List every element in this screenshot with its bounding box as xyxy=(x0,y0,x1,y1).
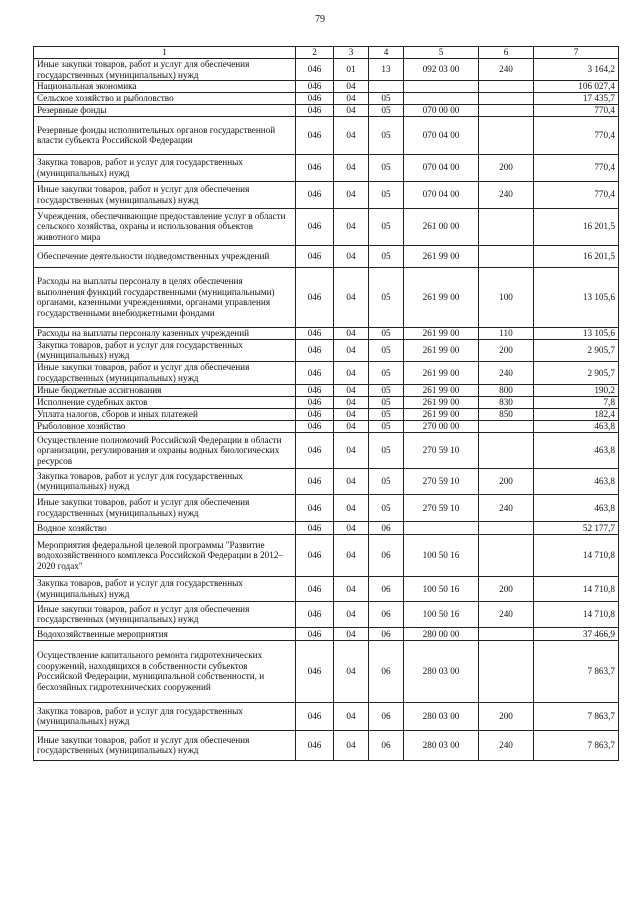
cell-rz: 04 xyxy=(334,396,369,408)
col-header-vr: 6 xyxy=(479,47,534,59)
cell-sum: 182,4 xyxy=(534,408,619,420)
cell-vr xyxy=(479,116,534,154)
cell-vr xyxy=(479,104,534,116)
cell-name: Национальная экономика xyxy=(34,81,296,93)
cell-rz: 04 xyxy=(334,730,369,760)
cell-pr: 05 xyxy=(369,468,404,494)
cell-rz: 04 xyxy=(334,181,369,208)
cell-name: Закупка товаров, работ и услуг для государственных (муниципальных) нужд xyxy=(34,339,296,361)
cell-name: Иные бюджетные ассигнования xyxy=(34,384,296,396)
cell-rz: 04 xyxy=(334,154,369,181)
cell-pr: 05 xyxy=(369,432,404,468)
cell-name: Мероприятия федеральной целевой программы "Развитие водохозяйственного комплекса Российской Федерации в 2012–2020 годах" xyxy=(34,534,296,576)
cell-rz: 04 xyxy=(334,384,369,396)
cell-pr: 06 xyxy=(369,521,404,534)
cell-csr: 280 03 00 xyxy=(404,730,479,760)
cell-csr: 092 03 00 xyxy=(404,59,479,81)
header-row xyxy=(34,47,619,59)
cell-vr: 240 xyxy=(479,181,534,208)
cell-name: Резервные фонды исполнительных органов государственной власти субъекта Российской Федерации xyxy=(34,116,296,154)
cell-name: Исполнение судебных актов xyxy=(34,396,296,408)
cell-vr xyxy=(479,627,534,640)
cell-name: Водное хозяйство xyxy=(34,521,296,534)
cell-sum: 13 105,6 xyxy=(534,267,619,327)
cell-csr: 280 03 00 xyxy=(404,702,479,730)
cell-name: Рыболовное хозяйство xyxy=(34,420,296,432)
cell-rz: 04 xyxy=(334,116,369,154)
cell-rz: 04 xyxy=(334,627,369,640)
cell-rz: 04 xyxy=(334,420,369,432)
cell-csr: 100 50 16 xyxy=(404,534,479,576)
cell-csr: 100 50 16 xyxy=(404,601,479,627)
cell-csr: 280 00 00 xyxy=(404,627,479,640)
cell-sum: 3 164,2 xyxy=(534,59,619,81)
cell-vr: 100 xyxy=(479,267,534,327)
cell-name: Иные закупки товаров, работ и услуг для обеспечения государственных (муниципальных) нужд xyxy=(34,361,296,384)
cell-rz: 04 xyxy=(334,104,369,116)
table-body xyxy=(34,59,619,761)
cell-rz: 04 xyxy=(334,267,369,327)
cell-ved: 046 xyxy=(296,702,334,730)
cell-vr: 240 xyxy=(479,494,534,521)
cell-ved: 046 xyxy=(296,601,334,627)
cell-name: Осуществление полномочий Российской Федерации в области организации, регулирования и охраны водных биологических ресурсов xyxy=(34,432,296,468)
cell-sum: 7 863,7 xyxy=(534,640,619,702)
cell-pr: 06 xyxy=(369,702,404,730)
table-row xyxy=(34,339,619,361)
cell-vr xyxy=(479,420,534,432)
cell-rz: 04 xyxy=(334,208,369,245)
cell-pr: 05 xyxy=(369,327,404,339)
cell-ved: 046 xyxy=(296,59,334,81)
cell-sum: 770,4 xyxy=(534,104,619,116)
table-row xyxy=(34,104,619,116)
cell-rz: 04 xyxy=(334,702,369,730)
cell-csr xyxy=(404,81,479,93)
table-row xyxy=(34,154,619,181)
budget-table xyxy=(33,46,619,761)
table-row xyxy=(34,521,619,534)
cell-csr: 261 99 00 xyxy=(404,245,479,267)
table-row xyxy=(34,702,619,730)
cell-sum: 463,8 xyxy=(534,420,619,432)
col-header-sum: 7 xyxy=(534,47,619,59)
cell-pr: 06 xyxy=(369,640,404,702)
cell-pr: 05 xyxy=(369,116,404,154)
cell-vr: 240 xyxy=(479,361,534,384)
cell-sum: 463,8 xyxy=(534,468,619,494)
cell-csr: 270 59 10 xyxy=(404,468,479,494)
cell-name: Иные закупки товаров, работ и услуг для обеспечения государственных (муниципальных) нужд xyxy=(34,601,296,627)
cell-vr xyxy=(479,208,534,245)
cell-csr: 070 04 00 xyxy=(404,154,479,181)
cell-sum: 7 863,7 xyxy=(534,702,619,730)
cell-sum: 52 177,7 xyxy=(534,521,619,534)
cell-rz: 04 xyxy=(334,339,369,361)
cell-csr: 270 59 10 xyxy=(404,432,479,468)
cell-pr: 13 xyxy=(369,59,404,81)
cell-ved: 046 xyxy=(296,408,334,420)
cell-vr xyxy=(479,521,534,534)
cell-sum: 7 863,7 xyxy=(534,730,619,760)
table-row xyxy=(34,267,619,327)
cell-vr: 240 xyxy=(479,730,534,760)
cell-vr: 200 xyxy=(479,468,534,494)
cell-ved: 046 xyxy=(296,640,334,702)
cell-sum: 14 710,8 xyxy=(534,601,619,627)
table-row xyxy=(34,420,619,432)
table-row xyxy=(34,384,619,396)
table-row xyxy=(34,640,619,702)
cell-sum: 463,8 xyxy=(534,494,619,521)
cell-vr xyxy=(479,93,534,105)
cell-csr: 261 99 00 xyxy=(404,408,479,420)
cell-sum: 14 710,8 xyxy=(534,534,619,576)
cell-ved: 046 xyxy=(296,576,334,601)
cell-ved: 046 xyxy=(296,208,334,245)
cell-name: Закупка товаров, работ и услуг для государственных (муниципальных) нужд xyxy=(34,154,296,181)
cell-ved: 046 xyxy=(296,154,334,181)
cell-csr: 261 99 00 xyxy=(404,267,479,327)
table-row xyxy=(34,601,619,627)
cell-ved: 046 xyxy=(296,327,334,339)
cell-rz: 04 xyxy=(334,432,369,468)
table-row xyxy=(34,576,619,601)
cell-pr: 05 xyxy=(369,408,404,420)
cell-ved: 046 xyxy=(296,730,334,760)
cell-vr: 830 xyxy=(479,396,534,408)
table-row xyxy=(34,59,619,81)
cell-sum: 2 905,7 xyxy=(534,339,619,361)
table-row xyxy=(34,494,619,521)
cell-vr: 850 xyxy=(479,408,534,420)
cell-csr: 261 99 00 xyxy=(404,384,479,396)
cell-pr xyxy=(369,81,404,93)
cell-pr: 05 xyxy=(369,154,404,181)
col-header-ved: 2 xyxy=(296,47,334,59)
cell-sum: 770,4 xyxy=(534,154,619,181)
cell-name: Иные закупки товаров, работ и услуг для обеспечения государственных (муниципальных) нужд xyxy=(34,181,296,208)
cell-sum: 770,4 xyxy=(534,116,619,154)
cell-rz: 04 xyxy=(334,93,369,105)
cell-pr: 05 xyxy=(369,93,404,105)
table-row xyxy=(34,181,619,208)
cell-pr: 06 xyxy=(369,601,404,627)
cell-name: Закупка товаров, работ и услуг для государственных (муниципальных) нужд xyxy=(34,702,296,730)
cell-vr: 240 xyxy=(479,59,534,81)
cell-pr: 05 xyxy=(369,420,404,432)
cell-csr: 261 99 00 xyxy=(404,339,479,361)
cell-name: Расходы на выплаты персоналу в целях обеспечения выполнения функций государственными (муниципальными) органами, казенными учреждениями, органами управления государственными внебюджетными фондами xyxy=(34,267,296,327)
cell-ved: 046 xyxy=(296,432,334,468)
table-row xyxy=(34,534,619,576)
cell-ved: 046 xyxy=(296,361,334,384)
cell-pr: 05 xyxy=(369,245,404,267)
cell-ved: 046 xyxy=(296,468,334,494)
cell-ved: 046 xyxy=(296,116,334,154)
table-row xyxy=(34,730,619,760)
cell-rz: 04 xyxy=(334,494,369,521)
cell-vr xyxy=(479,81,534,93)
cell-vr: 200 xyxy=(479,702,534,730)
cell-ved: 046 xyxy=(296,339,334,361)
cell-pr: 06 xyxy=(369,576,404,601)
cell-pr: 05 xyxy=(369,384,404,396)
cell-pr: 06 xyxy=(369,730,404,760)
cell-sum: 16 201,5 xyxy=(534,245,619,267)
cell-name: Сельское хозяйство и рыболовство xyxy=(34,93,296,105)
cell-sum: 463,8 xyxy=(534,432,619,468)
cell-name: Уплата налогов, сборов и иных платежей xyxy=(34,408,296,420)
cell-ved: 046 xyxy=(296,267,334,327)
cell-csr: 070 04 00 xyxy=(404,181,479,208)
cell-name: Обеспечение деятельности подведомственных учреждений xyxy=(34,245,296,267)
col-header-rz: 3 xyxy=(334,47,369,59)
cell-csr: 261 99 00 xyxy=(404,361,479,384)
cell-sum: 16 201,5 xyxy=(534,208,619,245)
cell-ved: 046 xyxy=(296,521,334,534)
cell-rz: 04 xyxy=(334,521,369,534)
cell-name: Водохозяйственные мероприятия xyxy=(34,627,296,640)
cell-csr: 270 00 00 xyxy=(404,420,479,432)
table-row xyxy=(34,468,619,494)
cell-vr: 110 xyxy=(479,327,534,339)
cell-rz: 04 xyxy=(334,361,369,384)
cell-ved: 046 xyxy=(296,627,334,640)
table-row xyxy=(34,208,619,245)
cell-vr xyxy=(479,245,534,267)
cell-ved: 046 xyxy=(296,181,334,208)
cell-sum: 14 710,8 xyxy=(534,576,619,601)
cell-vr: 240 xyxy=(479,601,534,627)
cell-ved: 046 xyxy=(296,104,334,116)
cell-rz: 01 xyxy=(334,59,369,81)
cell-sum: 770,4 xyxy=(534,181,619,208)
cell-vr: 200 xyxy=(479,154,534,181)
table-row xyxy=(34,93,619,105)
cell-name: Учреждения, обеспечивающие предоставление услуг в области сельского хозяйства, охраны и использования объектов животного мира xyxy=(34,208,296,245)
cell-sum: 106 027,4 xyxy=(534,81,619,93)
cell-pr: 05 xyxy=(369,396,404,408)
col-header-pr: 4 xyxy=(369,47,404,59)
cell-rz: 04 xyxy=(334,408,369,420)
cell-csr: 070 00 00 xyxy=(404,104,479,116)
col-header-csr: 5 xyxy=(404,47,479,59)
cell-name: Закупка товаров, работ и услуг для государственных (муниципальных) нужд xyxy=(34,468,296,494)
cell-rz: 04 xyxy=(334,81,369,93)
cell-pr: 06 xyxy=(369,627,404,640)
cell-pr: 05 xyxy=(369,494,404,521)
cell-csr: 100 50 16 xyxy=(404,576,479,601)
cell-rz: 04 xyxy=(334,327,369,339)
col-header-name: 1 xyxy=(34,47,296,59)
cell-name: Расходы на выплаты персоналу казенных учреждений xyxy=(34,327,296,339)
cell-vr: 200 xyxy=(479,339,534,361)
cell-rz: 04 xyxy=(334,640,369,702)
table-row xyxy=(34,327,619,339)
cell-name: Иные закупки товаров, работ и услуг для обеспечения государственных (муниципальных) нужд xyxy=(34,59,296,81)
cell-name: Осуществление капитального ремонта гидротехнических сооружений, находящихся в собственности субъектов Российской Федерации, муниципальной собственности, и бесхозяйных гидротехнических сооружений xyxy=(34,640,296,702)
cell-ved: 046 xyxy=(296,245,334,267)
cell-vr xyxy=(479,640,534,702)
cell-pr: 05 xyxy=(369,181,404,208)
cell-vr: 800 xyxy=(479,384,534,396)
cell-name: Иные закупки товаров, работ и услуг для обеспечения государственных (муниципальных) нужд xyxy=(34,494,296,521)
cell-csr xyxy=(404,521,479,534)
cell-csr: 280 03 00 xyxy=(404,640,479,702)
cell-pr: 05 xyxy=(369,361,404,384)
page-number: 79 xyxy=(315,14,325,25)
cell-pr: 05 xyxy=(369,267,404,327)
cell-ved: 046 xyxy=(296,494,334,521)
cell-pr: 05 xyxy=(369,339,404,361)
cell-ved: 046 xyxy=(296,384,334,396)
cell-ved: 046 xyxy=(296,534,334,576)
cell-sum: 13 105,6 xyxy=(534,327,619,339)
cell-sum: 17 435,7 xyxy=(534,93,619,105)
cell-pr: 05 xyxy=(369,208,404,245)
table-row xyxy=(34,81,619,93)
cell-sum: 7,8 xyxy=(534,396,619,408)
cell-rz: 04 xyxy=(334,601,369,627)
cell-csr: 070 04 00 xyxy=(404,116,479,154)
table-row xyxy=(34,627,619,640)
cell-rz: 04 xyxy=(334,245,369,267)
cell-csr xyxy=(404,93,479,105)
table-row xyxy=(34,245,619,267)
table-row xyxy=(34,396,619,408)
cell-csr: 261 99 00 xyxy=(404,396,479,408)
cell-ved: 046 xyxy=(296,420,334,432)
cell-ved: 046 xyxy=(296,396,334,408)
table-row xyxy=(34,116,619,154)
table-row xyxy=(34,408,619,420)
cell-vr xyxy=(479,432,534,468)
cell-name: Иные закупки товаров, работ и услуг для обеспечения государственных (муниципальных) нужд xyxy=(34,730,296,760)
cell-ved: 046 xyxy=(296,93,334,105)
cell-pr: 06 xyxy=(369,534,404,576)
cell-name: Резервные фонды xyxy=(34,104,296,116)
cell-name: Закупка товаров, работ и услуг для государственных (муниципальных) нужд xyxy=(34,576,296,601)
cell-rz: 04 xyxy=(334,468,369,494)
cell-ved: 046 xyxy=(296,81,334,93)
cell-sum: 190,2 xyxy=(534,384,619,396)
cell-vr: 200 xyxy=(479,576,534,601)
cell-csr: 261 00 00 xyxy=(404,208,479,245)
cell-rz: 04 xyxy=(334,576,369,601)
table-row xyxy=(34,361,619,384)
cell-vr xyxy=(479,534,534,576)
table-row xyxy=(34,432,619,468)
cell-csr: 270 59 10 xyxy=(404,494,479,521)
cell-csr: 261 99 00 xyxy=(404,327,479,339)
cell-pr: 05 xyxy=(369,104,404,116)
cell-sum: 2 905,7 xyxy=(534,361,619,384)
cell-sum: 37 466,9 xyxy=(534,627,619,640)
cell-rz: 04 xyxy=(334,534,369,576)
